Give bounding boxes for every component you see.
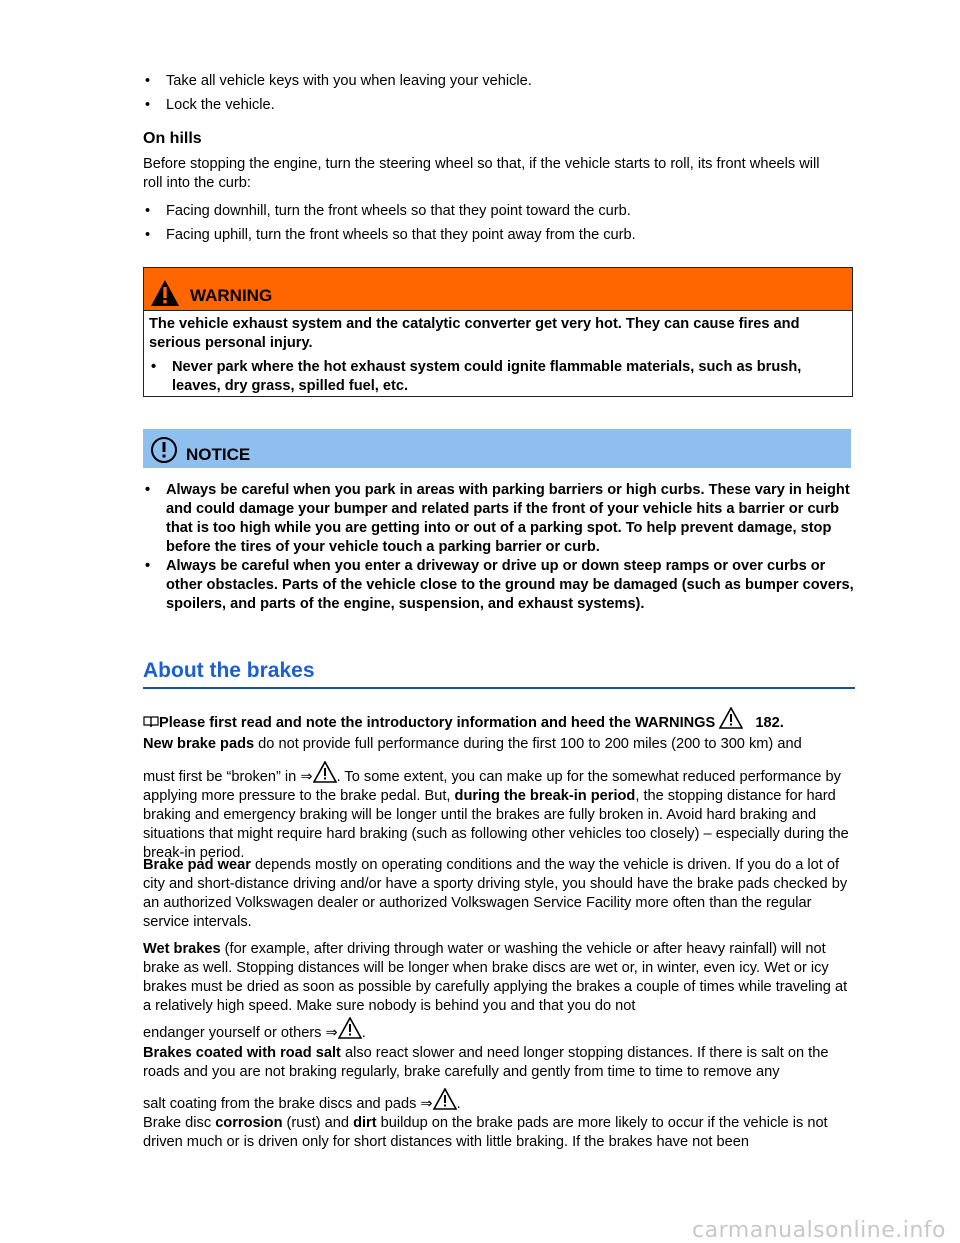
intro-text: Please first read and note the introductory information and heed the WARNINGS	[159, 715, 716, 731]
text: salt coating from the brake discs and pads ⇒	[143, 1096, 433, 1112]
list-item	[143, 202, 853, 221]
list-item	[143, 96, 853, 115]
paragraph-corrosion	[143, 1114, 855, 1152]
notice-bullet	[143, 481, 856, 557]
bullet-dot: •	[145, 227, 151, 243]
paragraph-road-salt	[143, 1044, 855, 1082]
period: .	[361, 1025, 366, 1041]
text: depends mostly on operating conditions and the way the vehicle is driven. If you do a lot of city and short-distance driving and/or have a sporty driving style, you should have the brake pads checked by an authorized Volkswagen dealer or authorized Volkswagen Service Facility more often than the regular service intervals.	[143, 857, 848, 930]
bullet-text: Facing uphill, turn the front wheels so that they point away from the curb.	[166, 227, 636, 243]
list-item	[143, 72, 853, 91]
paragraph-wet-brakes	[143, 940, 855, 1016]
warning-bullet	[149, 358, 847, 396]
hills-heading: On hills	[143, 130, 202, 147]
bullet-text: Always be careful when you park in areas with parking barriers or high curbs. These vary in height and could damage your bumper and related parts if the front of your vehicle hits a barrier or curb that is too high while you are getting into or out of a parking spot. To help prevent damage, stop before the tires of your vehicle touch a parking barrier or curb.	[166, 482, 850, 555]
warning-triangle-icon[interactable]	[313, 761, 337, 783]
paragraph-road-salt-end	[143, 1088, 853, 1114]
paragraph-wet-brakes-end	[143, 1017, 853, 1043]
warning-header	[144, 268, 852, 311]
paragraph-brake-pad-wear	[143, 856, 855, 932]
notice-bullet	[143, 557, 856, 614]
term: during the break-in period	[454, 788, 636, 804]
text: (rust) and	[282, 1115, 354, 1131]
section-divider	[143, 687, 855, 689]
bullet-dot: •	[145, 97, 151, 113]
notice-title: NOTICE	[186, 445, 251, 464]
list-item	[143, 226, 853, 245]
warning-box	[143, 267, 853, 397]
text: do not provide full performance during the first 100 to 200 miles (200 to 300 km) and	[254, 736, 802, 752]
bullet-dot: •	[145, 482, 151, 498]
text: buildup on the brake pads are more likely to occur if the vehicle is not driven much or is driven only for short distances with little braking. If the brakes have not been	[143, 1115, 828, 1150]
bullet-text: Never park where the hot exhaust system could ignite flammable materials, such as brush, leaves, dry grass, spilled fuel, etc.	[172, 359, 802, 394]
text: Brake disc	[143, 1115, 216, 1131]
bullet-text: Lock the vehicle.	[166, 97, 275, 113]
bullet-dot: •	[145, 203, 151, 219]
period: .	[456, 1096, 461, 1112]
text: , the stopping distance for hard braking and emergency braking will be longer until the brakes are fully broken in. Avoid hard braking and situations that might require hard braking (such as following other vehicles too closely) – especially during the break-in period.	[143, 788, 849, 861]
warning-text: The vehicle exhaust system and the catalytic converter get very hot. They can cause fires and serious personal injury.	[149, 316, 800, 351]
warning-triangle-icon[interactable]	[433, 1088, 457, 1110]
section-title: About the brakes	[143, 659, 315, 682]
book-icon	[143, 715, 159, 728]
notice-exclamation-icon	[149, 435, 179, 465]
warning-triangle-icon[interactable]	[719, 707, 743, 729]
term: dirt	[353, 1115, 377, 1131]
paragraph-new-brake-pads-cont	[143, 761, 855, 863]
term: New brake pads	[143, 736, 255, 752]
bullet-text: Facing downhill, turn the front wheels so that they point toward the curb.	[166, 203, 631, 219]
term: Brakes coated with road salt	[143, 1045, 341, 1061]
intro-line	[143, 707, 853, 733]
term: corrosion	[215, 1115, 283, 1131]
text: must first be “broken” in ⇒	[143, 769, 313, 785]
bullet-text: Take all vehicle keys with you when leaving your vehicle.	[166, 73, 532, 89]
text: also react slower and need longer stopping distances. If there is salt on the roads and you are not braking regularly, brake carefully and gently from time to time to remove any	[143, 1045, 829, 1080]
bullet-dot: •	[145, 558, 151, 574]
warning-triangle-icon[interactable]	[338, 1017, 362, 1039]
paragraph-new-brake-pads	[143, 735, 855, 754]
text: endanger yourself or others ⇒	[143, 1025, 338, 1041]
bullet-dot: •	[145, 73, 151, 89]
warning-title: WARNING	[190, 286, 273, 305]
text: (for example, after driving through water or washing the vehicle or after heavy rainfall) will not brake as well. Stopping distances will be longer when brake discs are wet or, in winter, even icy. Wet or icy brakes must be dried as soon as possible by carefully applying the brakes a couple of times while traveling at a relatively high speed. Make sure nobody is behind you and that you do not	[143, 941, 848, 1014]
bullet-text: Always be careful when you enter a driveway or drive up or down steep ramps or over curbs or other obstacles. Parts of the vehicle close to the ground may be damaged (such as bumper covers, spoilers, and parts of the engine, suspension, and exhaust systems).	[166, 558, 854, 612]
bullet-dot: •	[151, 359, 157, 375]
warning-body	[144, 311, 852, 396]
warning-triangle-icon	[150, 279, 180, 307]
hills-intro: Before stopping the engine, turn the steering wheel so that, if the vehicle starts to roll, its front wheels will roll into the curb:	[143, 156, 820, 191]
term: Wet brakes	[143, 941, 221, 957]
page-reference[interactable]: 182.	[755, 715, 784, 731]
term: Brake pad wear	[143, 857, 251, 873]
text: . To some extent, you can make up for the somewhat reduced performance by applying more pressure to the brake pedal. But,	[143, 769, 841, 804]
notice-header	[143, 429, 851, 468]
watermark: carmanualsonline.info	[692, 1218, 946, 1243]
